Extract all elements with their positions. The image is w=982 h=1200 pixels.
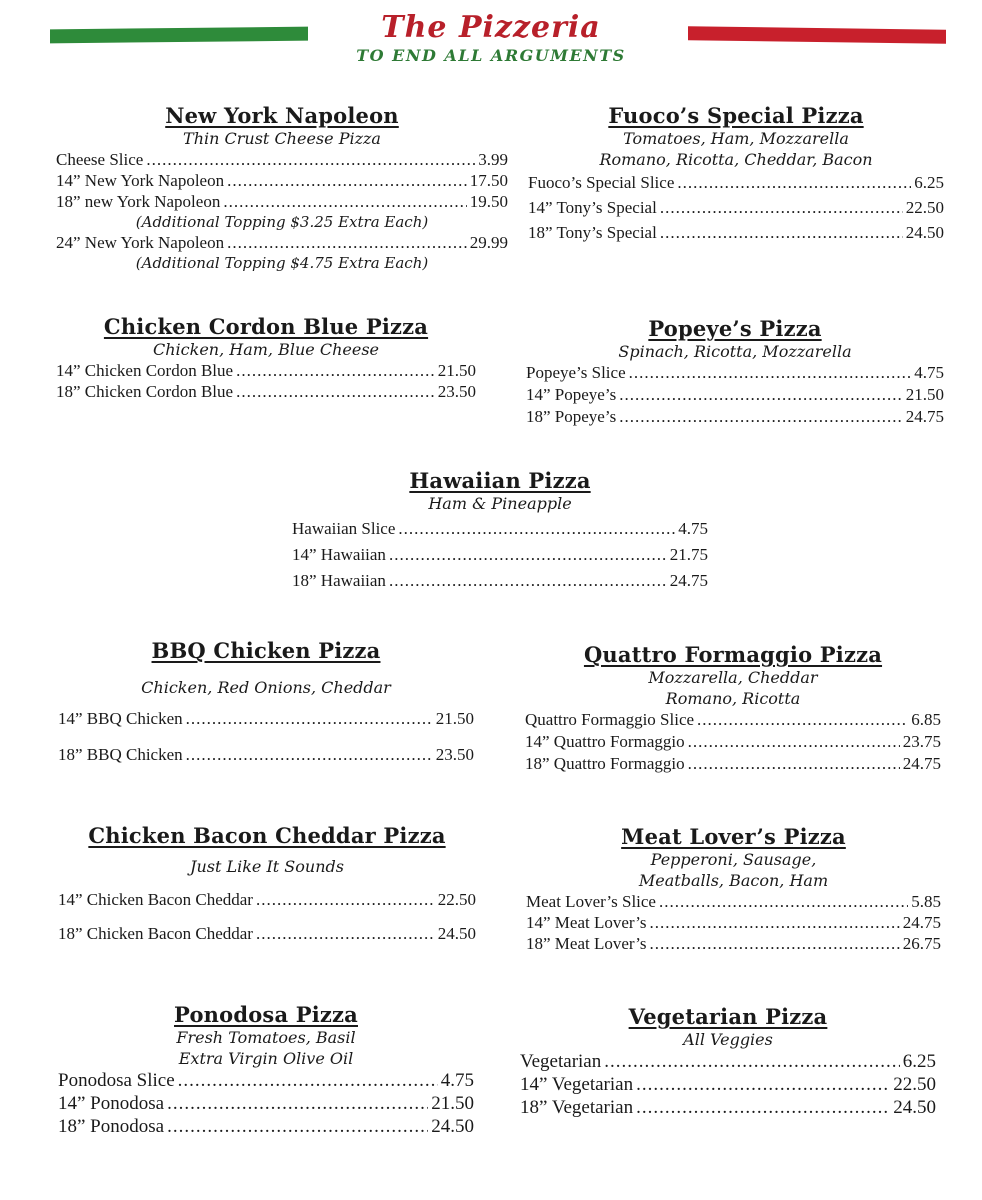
item-price: 21.50: [431, 1093, 474, 1114]
menu-item: [526, 406, 944, 428]
item-price: 23.75: [902, 732, 941, 751]
section-title: Quattro Formaggio Pizza: [583, 642, 883, 667]
section-description: All Veggies: [683, 1030, 773, 1049]
leader-dots: [227, 232, 467, 253]
item-price: 4.75: [440, 1070, 474, 1091]
section-description: Extra Virgin Olive Oil: [178, 1049, 354, 1068]
item-name: 14” BBQ Chicken: [58, 709, 183, 728]
item-name: 18” new York Napoleon: [56, 192, 221, 211]
item-name: Cheese Slice: [56, 150, 144, 169]
item-price: 24.75: [902, 754, 941, 773]
menu-item: [525, 731, 941, 753]
item-name: 18” Chicken Cordon Blue: [56, 382, 234, 401]
section-description: Romano, Ricotta, Cheddar, Bacon: [599, 150, 873, 169]
item-name: 14” Tony’s Special: [528, 198, 657, 217]
item-price: 6.25: [914, 173, 944, 192]
menu-item: [526, 891, 941, 912]
section-description: Romano, Ricotta: [665, 689, 801, 708]
menu-item: [58, 708, 474, 729]
section-chicken-cordon-blue: [56, 314, 476, 402]
item-name: 18” Tony’s Special: [528, 223, 657, 242]
section-description: Fresh Tomatoes, Basil: [176, 1028, 356, 1047]
leader-dots: [660, 195, 903, 220]
item-price: 23.50: [435, 745, 474, 764]
section-description: Chicken, Red Onions, Cheddar: [141, 678, 391, 697]
leader-dots: [650, 912, 900, 933]
leader-dots: [619, 406, 903, 428]
item-name: 24” New York Napoleon: [56, 233, 225, 252]
item-name: 18” Meat Lover’s: [526, 934, 647, 953]
leader-dots: [256, 923, 435, 944]
item-price: 19.50: [469, 192, 508, 211]
item-name: 18” Vegetarian: [520, 1097, 634, 1118]
leader-dots: [146, 149, 475, 170]
section-popeyes: [526, 316, 944, 428]
menu-item: [292, 542, 708, 568]
item-name: 14” Popeye’s: [526, 385, 617, 404]
item-name: 14” Chicken Bacon Cheddar: [58, 890, 253, 909]
section-title: Meat Lover’s Pizza: [621, 824, 846, 849]
leader-dots: [236, 360, 435, 381]
item-name: Meat Lover’s Slice: [526, 892, 656, 911]
leader-dots: [227, 170, 467, 191]
item-name: Hawaiian Slice: [292, 519, 396, 538]
menu-item: [56, 360, 476, 381]
item-price: 4.75: [678, 519, 708, 538]
menu-item: [526, 362, 944, 384]
section-description: Just Like It Sounds: [190, 857, 344, 876]
item-price: 21.75: [669, 545, 708, 564]
leader-dots: [677, 170, 911, 195]
leader-dots: [659, 891, 908, 912]
menu-item: [58, 1069, 474, 1092]
menu-item: [528, 170, 944, 195]
menu-item: [56, 232, 508, 253]
section-meat-lovers: [526, 824, 941, 954]
item-name: 14” Chicken Cordon Blue: [56, 361, 234, 380]
section-description: Mozzarella, Cheddar: [648, 668, 818, 687]
item-price: 6.25: [902, 1051, 936, 1072]
menu-item: [525, 709, 941, 731]
item-name: 14” New York Napoleon: [56, 171, 225, 190]
leader-dots: [619, 384, 903, 406]
section-description: Tomatoes, Ham, Mozzarella: [623, 129, 849, 148]
section-title: Fuoco’s Special Pizza: [608, 103, 864, 128]
leader-dots: [256, 889, 435, 910]
leader-dots: [389, 542, 667, 568]
section-title: Hawaiian Pizza: [409, 468, 591, 493]
item-name: 14” Ponodosa: [58, 1093, 165, 1114]
item-price: 21.50: [435, 709, 474, 728]
item-name: 18” Quattro Formaggio: [525, 754, 685, 773]
item-price: 24.50: [431, 1116, 474, 1137]
menu-item: [58, 1115, 474, 1138]
menu-item: [525, 753, 941, 775]
item-price: 24.75: [905, 407, 944, 426]
item-name: Vegetarian: [520, 1051, 602, 1072]
section-title: BBQ Chicken Pizza: [151, 638, 381, 663]
item-name: 14” Hawaiian: [292, 545, 386, 564]
item-price: 26.75: [902, 934, 941, 953]
section-bbq-chicken: [58, 638, 474, 765]
item-price: 24.75: [669, 571, 708, 590]
menu-item: [56, 170, 508, 191]
section-fuocos-special: [528, 103, 944, 245]
menu-item: [528, 195, 944, 220]
item-name: Fuoco’s Special Slice: [528, 173, 675, 192]
tagline: TO END ALL ARGUMENTS: [356, 46, 626, 65]
section-description: Thin Crust Cheese Pizza: [183, 129, 381, 148]
item-name: 18” Hawaiian: [292, 571, 386, 590]
menu-header: [0, 0, 982, 80]
menu-item: [526, 384, 944, 406]
leader-dots: [223, 191, 466, 212]
section-title: Chicken Cordon Blue Pizza: [103, 314, 429, 339]
menu-item: [58, 889, 476, 910]
leader-dots: [660, 220, 903, 245]
item-price: 22.50: [893, 1074, 936, 1095]
item-price: 4.75: [914, 363, 944, 382]
menu-item: [526, 933, 941, 954]
menu-item: [58, 923, 476, 944]
section-chicken-bacon-cheddar: [58, 823, 476, 944]
leader-dots: [389, 568, 667, 594]
leader-dots: [167, 1092, 428, 1115]
section-ponodosa: [58, 1002, 474, 1138]
item-name: 18” BBQ Chicken: [58, 745, 183, 764]
menu-item: [56, 381, 476, 402]
leader-dots: [688, 753, 900, 775]
item-name: 18” Popeye’s: [526, 407, 617, 426]
leader-dots: [604, 1050, 900, 1073]
menu-item: [526, 912, 941, 933]
item-price: 24.50: [893, 1097, 936, 1118]
topping-note: (Additional Topping $3.25 Extra Each): [135, 213, 429, 231]
section-title: Popeye’s Pizza: [648, 316, 822, 341]
item-name: Popeye’s Slice: [526, 363, 626, 382]
leader-dots: [178, 1069, 438, 1092]
item-price: 3.99: [478, 150, 508, 169]
leader-dots: [636, 1096, 890, 1119]
section-description: Pepperoni, Sausage,: [650, 850, 817, 869]
section-description: Meatballs, Bacon, Ham: [638, 871, 829, 890]
menu-item: [292, 568, 708, 594]
menu-item: [292, 516, 708, 542]
leader-dots: [398, 516, 675, 542]
item-price: 6.85: [911, 710, 941, 729]
leader-dots: [236, 381, 435, 402]
section-title: Vegetarian Pizza: [628, 1004, 828, 1029]
item-name: Ponodosa Slice: [58, 1070, 175, 1091]
menu-item: [520, 1073, 936, 1096]
item-price: 5.85: [911, 892, 941, 911]
leader-dots: [186, 744, 433, 765]
item-price: 17.50: [469, 171, 508, 190]
item-price: 24.75: [902, 913, 941, 932]
menu-item: [58, 1092, 474, 1115]
menu-item: [520, 1050, 936, 1073]
section-description: Chicken, Ham, Blue Cheese: [153, 340, 379, 359]
section-description: Spinach, Ricotta, Mozzarella: [618, 342, 852, 361]
item-price: 24.50: [905, 223, 944, 242]
item-name: 14” Quattro Formaggio: [525, 732, 685, 751]
menu-item: [58, 744, 474, 765]
section-vegetarian: [520, 1004, 936, 1119]
menu-item: [56, 149, 508, 170]
leader-dots: [636, 1073, 890, 1096]
section-new-york-napoleon: [56, 103, 508, 273]
menu-item: [528, 220, 944, 245]
section-title: New York Napoleon: [165, 103, 399, 128]
item-price: 23.50: [437, 382, 476, 401]
item-price: 22.50: [437, 890, 476, 909]
item-name: 14” Meat Lover’s: [526, 913, 647, 932]
restaurant-name: The Pizzeria: [381, 10, 601, 45]
section-quattro-formaggio: [525, 642, 941, 775]
item-name: 14” Vegetarian: [520, 1074, 634, 1095]
menu-item: [56, 191, 508, 212]
leader-dots: [650, 933, 900, 954]
section-hawaiian: [292, 468, 708, 594]
menu-item: [520, 1096, 936, 1119]
leader-dots: [167, 1115, 428, 1138]
leader-dots: [688, 731, 900, 753]
item-name: Quattro Formaggio Slice: [525, 710, 695, 729]
leader-dots: [629, 362, 912, 384]
item-price: 21.50: [437, 361, 476, 380]
item-price: 22.50: [905, 198, 944, 217]
item-price: 21.50: [905, 385, 944, 404]
item-name: 18” Ponodosa: [58, 1116, 165, 1137]
topping-note: (Additional Topping $4.75 Extra Each): [135, 254, 429, 272]
section-title: Chicken Bacon Cheddar Pizza: [88, 823, 446, 848]
item-name: 18” Chicken Bacon Cheddar: [58, 924, 253, 943]
section-description: Ham & Pineapple: [428, 494, 572, 513]
item-price: 24.50: [437, 924, 476, 943]
leader-dots: [186, 708, 433, 729]
section-title: Ponodosa Pizza: [174, 1002, 358, 1027]
item-price: 29.99: [469, 233, 508, 252]
leader-dots: [697, 709, 908, 731]
